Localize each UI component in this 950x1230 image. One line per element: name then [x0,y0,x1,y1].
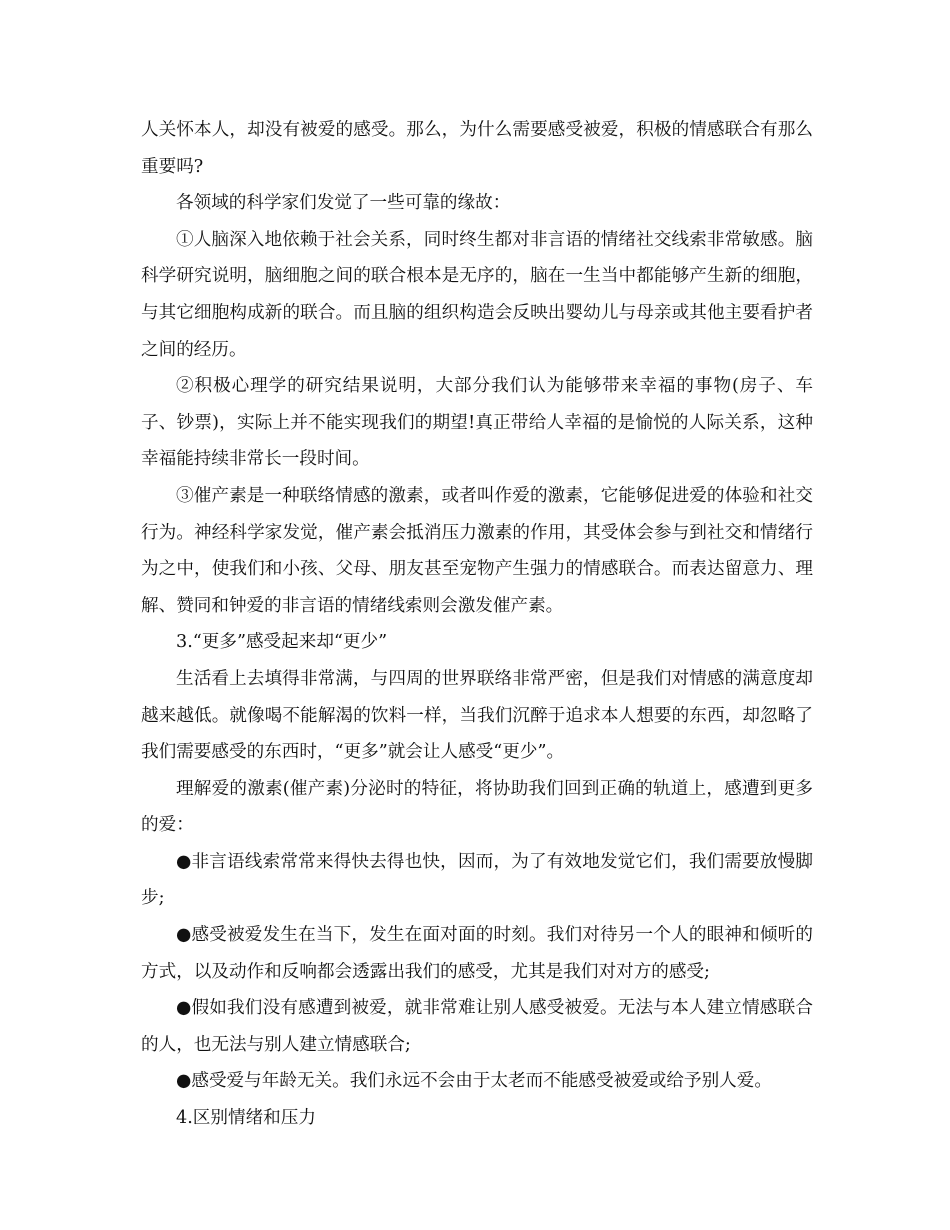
paragraph-oxytocin: 理解爱的激素(催产素)分泌时的特征，将协助我们回到正确的轨道上，感遭到更多的爱： [141,778,813,836]
section-heading-4: 4.区别情绪和压力 [176,1108,316,1129]
section-heading-3: 3.“更多”感受起来却“更少” [176,632,388,653]
bullet-item-3: ●假如我们没有感遭到被爱，就非常难让别人感受被爱。无法与本人建立情感联合的人，也无法与别人建立情感联合; [141,998,813,1055]
document-body [141,112,813,1137]
bullet-item-4: ●感受爱与年龄无关。我们永远不会由于太老而不能感受被爱或给予别人爱。 [176,1071,772,1092]
paragraph-section-3: 生活看上去填得非常满，与四周的世界联络非常严密，但是我们对情感的满意度却越来越低。就像喝不能解渴的饮料一样，当我们沉醉于追求本人想要的东西，却忽略了我们需要感受的东西时，“更多”就会让人感受“更少”。 [141,668,813,763]
paragraph-intro: 各领域的科学家们发觉了一些可靠的缘故： [176,193,511,214]
bullet-item-2: ●感受被爱发生在当下，发生在面对面的时刻。我们对待另一个人的眼神和倾听的方式，以及动作和反响都会透露出我们的感受，尤其是我们对对方的感受; [141,925,813,982]
paragraph-reason-1: ①人脑深入地依赖于社会关系，同时终生都对非言语的情绪社交线索非常敏感。脑科学研究说明，脑细胞之间的联合根本是无序的，脑在一生当中都能够产生新的细胞，与其它细胞构成新的联合。而且脑的组织构造会反映出婴幼儿与母亲或其他主要看护者之间的经历。 [141,229,813,360]
paragraph-continued: 人关怀本人，却没有被爱的感受。那么，为什么需要感受被爱，积极的情感联合有那么重要吗? [141,120,813,177]
paragraph-reason-3: ③催产素是一种联络情感的激素，或者叫作爱的激素，它能够促进爱的体验和社交行为。神经科学家发觉，催产素会抵消压力激素的作用，其受体会参与到社交和情绪行为之中，使我们和小孩、父母、朋友甚至宠物产生强力的情感联合。而表达留意力、理解、赞同和钟爱的非言语的情绪线索则会激发催产素。 [141,485,813,616]
bullet-item-1: ●非言语线索常常来得快去得也快，因而，为了有效地发觉它们，我们需要放慢脚步; [141,851,813,909]
paragraph-reason-2: ②积极心理学的研究结果说明，大部分我们认为能够带来幸福的事物(房子、车子、钞票)，实际上并不能实现我们的期望!真正带给人幸福的是愉悦的人际关系，这种幸福能持续非常长一段时间。 [141,376,813,470]
